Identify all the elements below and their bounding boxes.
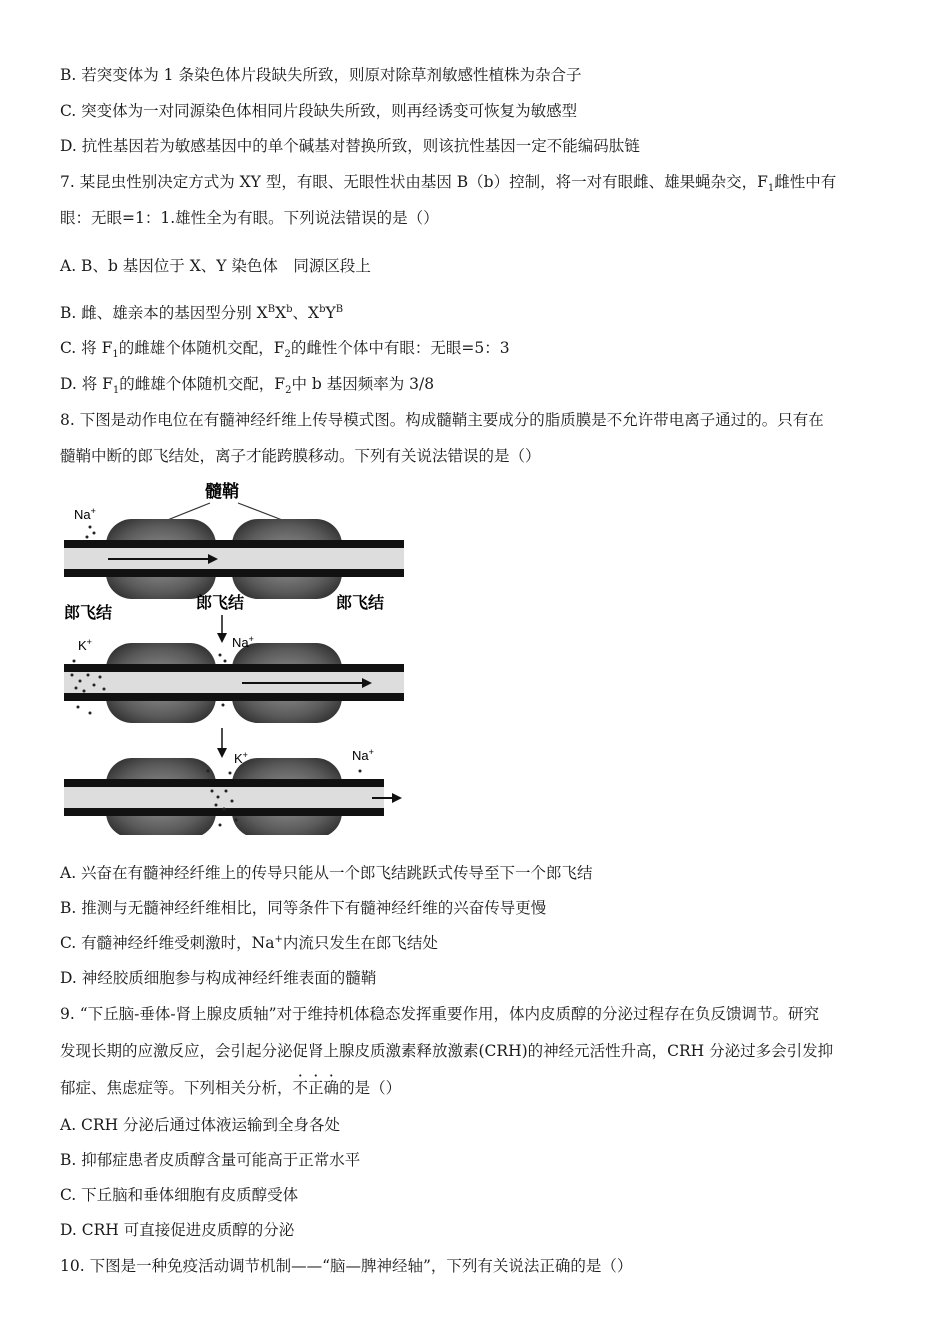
- na-label: Na+: [232, 634, 254, 650]
- q7-option-a: A. B、b 基因位于 X、Y 染色体 同源区段上: [60, 257, 371, 275]
- q8-option-d: D. 神经胶质细胞参与构成神经纤维表面的髓鞘: [60, 969, 377, 987]
- q8-stem-line1: 8. 下图是动作电位在有髓神经纤维上传导模式图。构成髓鞘主要成分的脂质膜是不允许带电离子通过的。只有在: [60, 411, 824, 429]
- q7-stem-line2: 眼：无眼=1：1.雄性全为有眼。下列说法错误的是（）: [60, 209, 439, 227]
- q9-stem-line2: 发现长期的应激反应，会引起分泌促肾上腺皮质激素释放激素(CRH)的神经元活性升高，CRH 分泌过多会引发抑: [60, 1042, 834, 1060]
- q7-option-b: B. 雌、雄亲本的基因型分别 $X^BX^b$、$X^bY^B$: [60, 303, 344, 322]
- panel-1: [64, 506, 404, 622]
- q6-option-c: C. 突变体为一对同源染色体相同片段缺失所致，则再经诱变可恢复为敏感型: [60, 102, 578, 120]
- q8-option-a: A. 兴奋在有髓神经纤维上的传导只能从一个郎飞结跳跃式传导至下一个郎飞结: [60, 864, 593, 882]
- k-label: K+: [78, 637, 92, 653]
- q9-stem-line3: 郁症、焦虑症等。下列相关分析，不正确的是（）: [60, 1079, 402, 1097]
- node-label-left: 郎飞结: [64, 605, 113, 622]
- q8-stem-line2: 髓鞘中断的郎飞结处，离子才能跨膜移动。下列有关说法错误的是（）: [60, 447, 541, 465]
- q9-option-c: C. 下丘脑和垂体细胞有皮质醇受体: [60, 1186, 299, 1204]
- q9-stem-line1: 9. “下丘脑-垂体-肾上腺皮质轴”对于维持机体稳态发挥重要作用，体内皮质醇的分泌过程存在负反馈调节。研究: [60, 1005, 820, 1023]
- node-label-right: 郎飞结: [336, 595, 385, 612]
- q9-option-a: A. CRH 分泌后通过体液运输到全身各处: [60, 1116, 341, 1134]
- q7-option-c: C. 将 $F_1$的雌雄个体随机交配，$F_2$的雌性个体中有眼：无眼=5：3: [60, 339, 510, 361]
- panel-3: [64, 747, 402, 835]
- k-label: K+: [234, 750, 248, 766]
- saltatory-conduction-figure: [60, 475, 410, 835]
- q7-option-d: D. 将 $F_1$的雌雄个体随机交配，$F_2$中 b 基因频率为 3/8: [60, 375, 435, 397]
- emphasis-char: 不: [292, 1079, 309, 1097]
- panel-2: [64, 634, 404, 723]
- myelin-label: 髓鞘: [205, 482, 239, 501]
- q9-option-d: D. CRH 可直接促进皮质醇的分泌: [60, 1221, 295, 1239]
- q6-option-d: D. 抗性基因若为敏感基因中的单个碱基对替换所致，则该抗性基因一定不能编码肽链: [60, 137, 640, 155]
- na-label: Na+: [74, 506, 96, 522]
- node-label-middle: 郎飞结: [196, 595, 245, 612]
- emphasis-char: 正: [308, 1079, 324, 1097]
- q9-option-b: B. 抑郁症患者皮质醇含量可能高于正常水平: [60, 1151, 361, 1169]
- q8-option-c: C. 有髓神经纤维受刺激时，Na+内流只发生在郎飞结处: [60, 933, 438, 952]
- q8-option-b: B. 推测与无髓神经纤维相比，同等条件下有髓神经纤维的兴奋传导更慢: [60, 899, 547, 917]
- q7-stem-line1: 7. 某昆虫性别决定方式为 XY 型，有眼、无眼性状由基因 B（b）控制，将一对有眼雌、雄果蝇杂交，$F_1$雌性中有: [60, 173, 837, 195]
- q6-option-b: B. 若突变体为 1 条染色体片段缺失所致，则原对除草剂敏感性植株为杂合子: [60, 66, 582, 84]
- emphasis-char: 确: [323, 1079, 340, 1097]
- na-label: Na+: [352, 747, 374, 763]
- q10-stem: 10. 下图是一种免疫活动调节机制——“脑—脾神经轴”，下列有关说法正确的是（）: [60, 1257, 633, 1275]
